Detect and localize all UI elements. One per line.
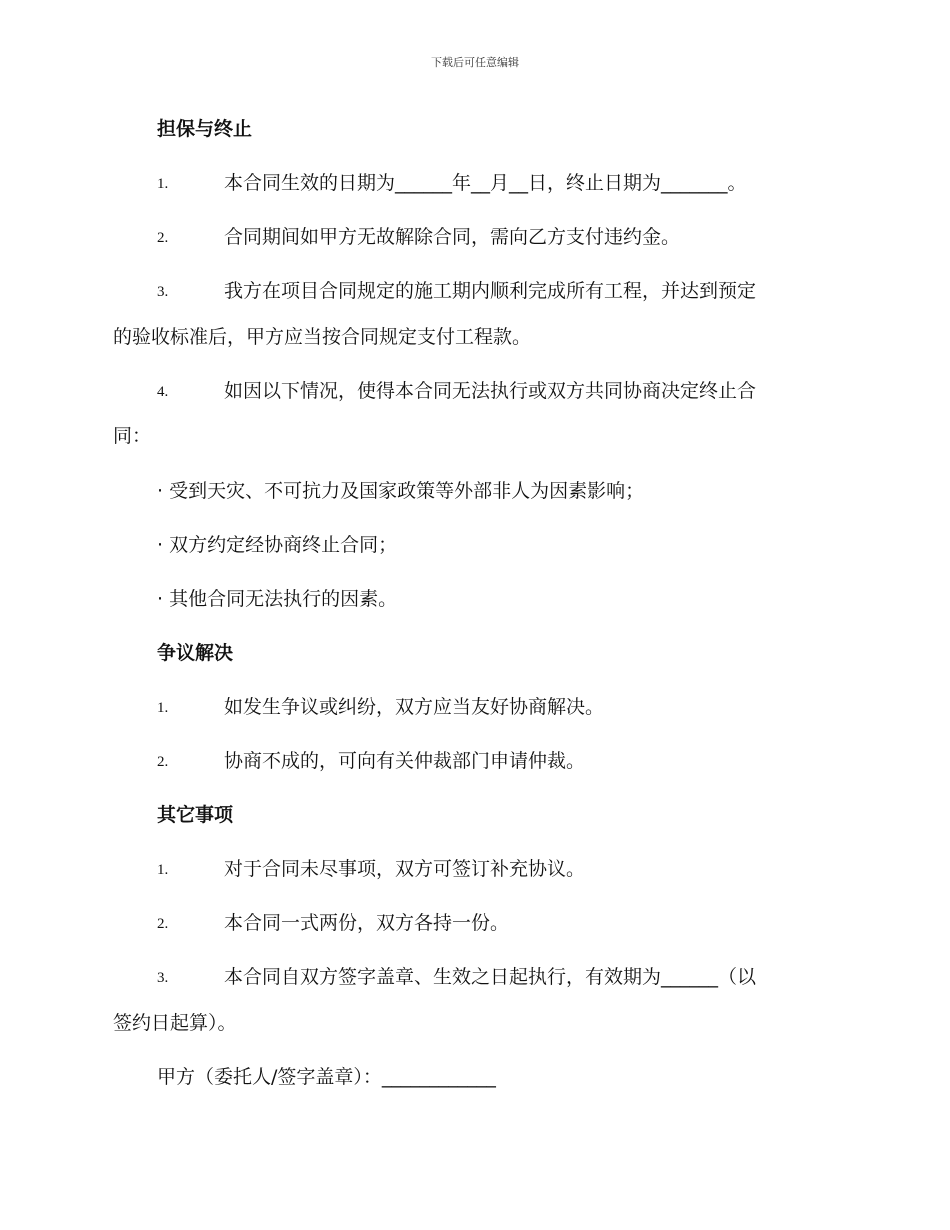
item-number: 3. (157, 284, 169, 300)
item-number: 1. (157, 700, 169, 716)
bullet-item: · 其他合同无法执行的因素。 (157, 588, 398, 610)
item-text-continuation: 签约日起算）。 (113, 1012, 237, 1034)
bullet-item: · 受到天灾、不可抗力及国家政策等外部非人为因素影响； (157, 480, 645, 502)
item-text: 本合同生效的日期为______年__月__日，终止日期为_______。 (224, 172, 747, 194)
item-text: 如因以下情况，使得本合同无法执行或双方共同协商决定终止合 (224, 380, 757, 402)
item-number: 1. (157, 862, 169, 878)
bullet-item: · 双方约定经协商终止合同； (157, 534, 398, 556)
page-header: 下载后可任意编辑 (431, 56, 519, 69)
item-number: 4. (157, 384, 169, 400)
item-number: 2. (157, 754, 169, 770)
item-number: 3. (157, 970, 169, 986)
item-text: 对于合同未尽事项，双方可签订补充协议。 (224, 858, 586, 880)
section-title-other: 其它事项 (157, 804, 234, 826)
section-title-dispute: 争议解决 (157, 642, 234, 664)
item-number: 1. (157, 176, 169, 192)
item-text: 如发生争议或纠纷，双方应当友好协商解决。 (224, 696, 605, 718)
item-text: 协商不成的，可向有关仲裁部门申请仲裁。 (224, 750, 586, 772)
item-text: 我方在项目合同规定的施工期内顺利完成所有工程，并达到预定 (224, 280, 757, 302)
item-text-continuation: 的验收标准后，甲方应当按合同规定支付工程款。 (113, 326, 532, 348)
item-text: 本合同自双方签字盖章、生效之日起执行，有效期为______（以 (224, 966, 757, 988)
item-text-continuation: 同： (113, 425, 152, 447)
item-number: 2. (157, 230, 169, 246)
item-text: 合同期间如甲方无故解除合同，需向乙方支付违约金。 (224, 226, 681, 248)
item-text: 本合同一式两份，双方各持一份。 (224, 912, 510, 934)
signature-line: 甲方（委托人/签字盖章）：____________ (157, 1066, 496, 1088)
section-title-guarantee: 担保与终止 (157, 118, 253, 140)
item-number: 2. (157, 916, 169, 932)
